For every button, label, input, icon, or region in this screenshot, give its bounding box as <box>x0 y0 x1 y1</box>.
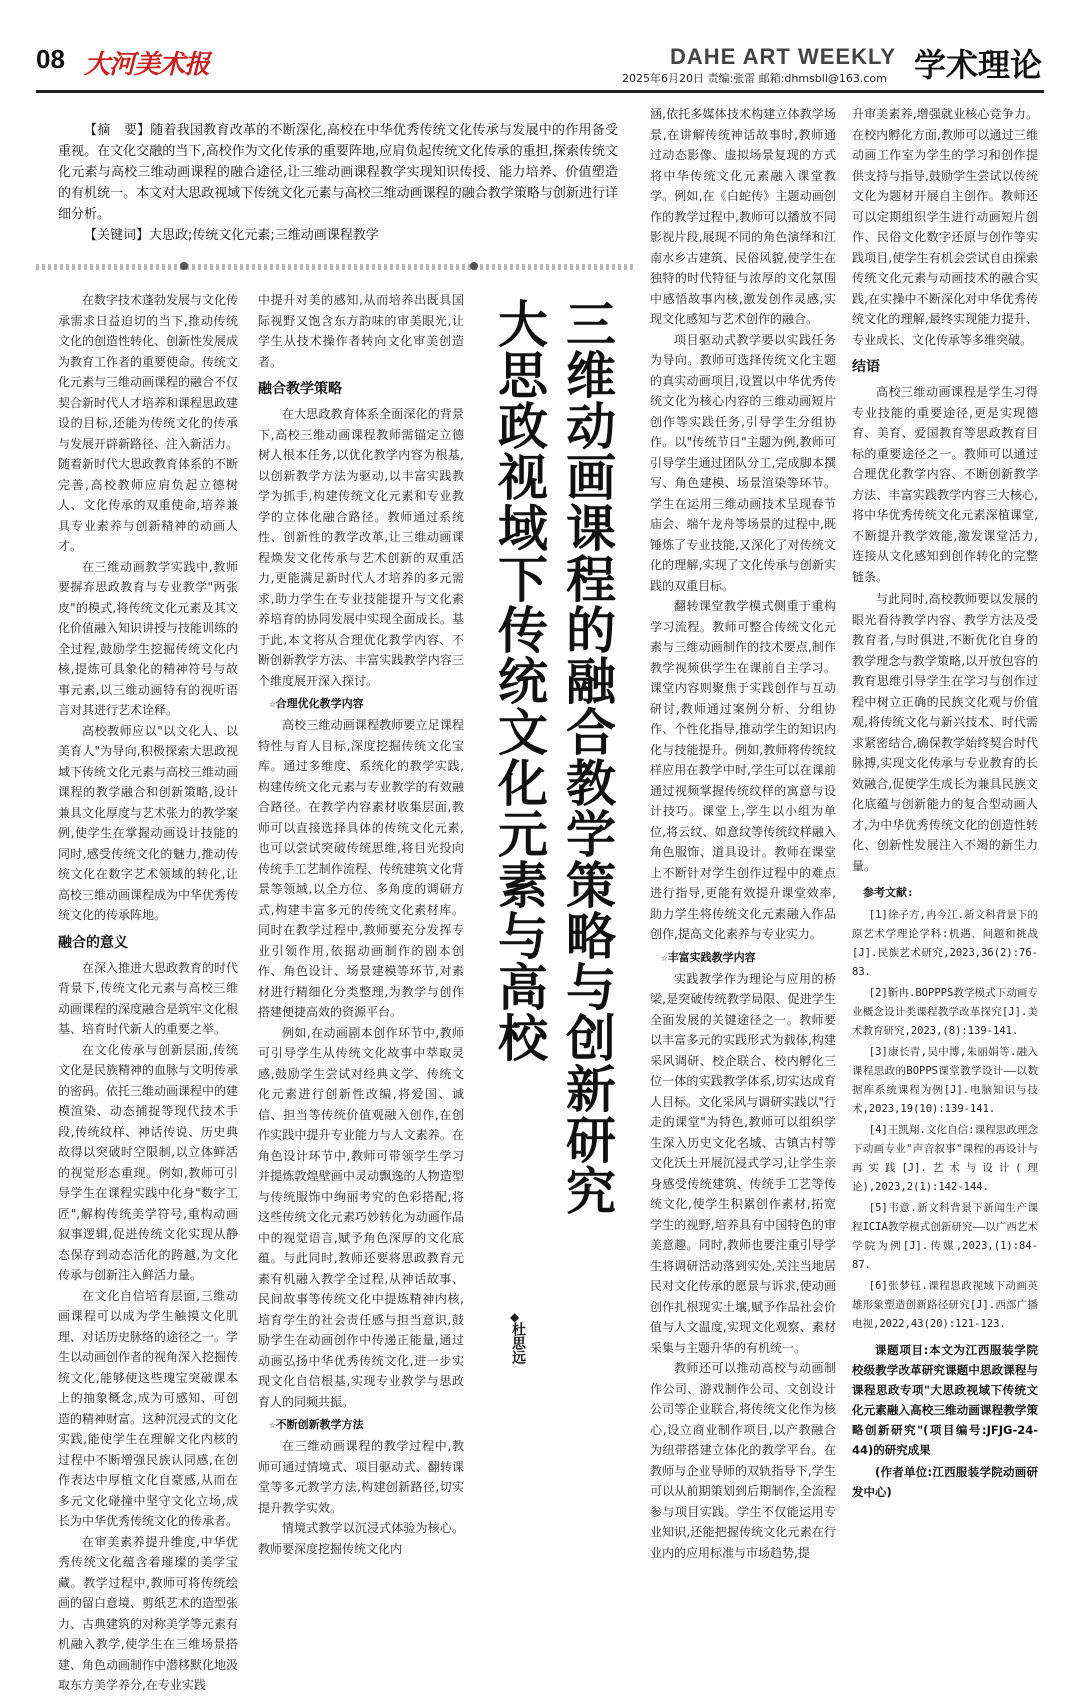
section-heading-conclusion: 结语 <box>852 359 880 375</box>
paragraph: 在三维动画教学实践中,教师要摒弃思政教育与专业教学"两张皮"的模式,将传统文化元素及其文化价值融入知识讲授与技能训练的全过程,鼓励学生挖掘传统文化内核,提炼可具象化的精神符号与故事元素,以三维动画特有的视听语言对其进行艺术诠释。 <box>58 559 239 717</box>
article-title-line2: 大思政视域下传统文化元素与高校 <box>490 298 548 1063</box>
divider-dot-icon <box>180 262 188 270</box>
reference-item: [4]王凯翔.文化自信:课程思政理念下动画专业"声音叙事"课程的再设计与再实践[J].艺术与设计(理论),2023,2(1):142-144. <box>852 1124 1038 1193</box>
project-note: 课题项目:本文为江西服装学院校级教学改革研究课题中思政课程与课程思政专项"大思政视域下传统文化元素融入高校三维动画课程教学策略创新研究"(项目编号:JFJG-24-44)的研究成果 <box>852 1343 1038 1457</box>
paragraph: 在数字技术蓬勃发展与文化传承需求日益迫切的当下,推动传统文化的创造性转化、创新性发展成为教育工作者的重要使命。传统文化元素与三维动画课程的融合不仅契合新时代人才培养和课程思政建设的目标,还能为传统文化的传承与发展开辟新路径、注入新活力。随着新时代大思政教育体系的不断完善,高校教师应肩负起立德树人、文化传承的双重使命,培养兼具专业素养与创新精神的动画人才。 <box>58 293 239 553</box>
author-marker-icon: ◆ <box>510 1310 520 1324</box>
body-column-1 <box>58 290 239 1692</box>
newspaper-logo: 大河美术报 <box>84 50 210 80</box>
header-rule <box>36 90 1044 93</box>
paragraph: 在文化自信培育层面,三维动画课程可以成为学生触摸文化肌理、对话历史脉络的途径之一。学生以动画创作者的视角深入挖掘传统文化,能够使这些瑰宝突破课本上的抽象概念,成为可感知、可创造的精神财富。这种沉浸式的文化实践,能使学生在理解文化内核的过程中不断增强民族认同感,在创作表达中厚植文化自豪感,从而在多元文化碰撞中坚守文化立场,成长为中华优秀传统文化的传承者。 <box>58 1288 239 1528</box>
abstract-block <box>58 120 618 246</box>
paragraph: 情境式教学以沉浸式体验为核心。教师要深度挖掘传统文化内 <box>258 1521 464 1556</box>
subheading-optimize: ☆合理优化教学内容 <box>269 697 364 710</box>
paragraph: 在文化传承与创新层面,传统文化是民族精神的血脉与文明传承的密码。依托三维动画课程中的建模渲染、动态捕捉等现代技术手段,传统纹样、神话传说、历史典故得以突破时空限制,以立体鲜活的视觉形态重现。例如,教师可引导学生在课程实践中化身"数字工匠",解构传统美学符号,重构动画叙事逻辑,促进传统文化实现从静态保存到动态活化的跨越,为文化传承与创新注入鲜活力量。 <box>58 1042 239 1282</box>
page-number: 08 <box>36 44 65 74</box>
paragraph: 涵,依托多媒体技术构建立体教学场景,在讲解传统神话故事时,教师通过动态影像、虚拟场景复现的方式将中华传统文化元素融入课堂教学。例如,在《白蛇传》主题动画创作的教学过程中,教师可以播放不同影视片段,展现不同的角色演绎和江南水乡古建筑、民俗风貌,使学生在独特的时代特征与浓厚的文化氛围中感悟故事内核,激发创作灵感,实现文化感知与艺术创作的融合。 <box>650 107 836 326</box>
paragraph: 教师还可以推动高校与动画制作公司、游戏制作公司、文创设计公司等企业联合,将传统文化作为核心,设立商业制作项目,以产教融合为纽带搭建立体化的教学平台。在教师与企业导师的双轨指导下,学生可以从前期策划到后期制作,全流程参与项目实践。学生不仅能运用专业知识,还能把握传统文化元素在行业内的应用标准与市场趋势,提 <box>650 1361 836 1560</box>
paragraph: 升审美素养,增强就业核心竞争力。在校内孵化方面,教师可以通过三维动画工作室为学生的学习和创作提供支持与指导,鼓励学生尝试以传统文化为题材开展自主创作。教师还可以定期组织学生进行动画短片创作、民俗文化数字还原与创作等实践项目,使学生有机会尝试自由探索传统文化元素与动画技术的融合实践,在实操中不断深化对中华优秀传统文化的理解,最终实现能力提升、专业成长、文化传承等多维突破。 <box>852 107 1038 347</box>
body-column-2 <box>258 290 464 1556</box>
reference-item: [1]徐子方,冉今江.新文科背景下的原艺术学理论学科:机遇、问题和挑战[J].民族艺术研究,2023,36(2):76-83. <box>852 909 1038 978</box>
paragraph: 高校三维动画课程是学生习得专业技能的重要途径,更是实现德育、美育、爱国教育等思政教育目标的重要途径之一。教师可以通过合理优化教学内容、不断创新教学方法、丰富实践教学内容三大核心,将中华优秀传统文化元素深植课堂,不断提升教学效能,激发课堂活力,连接从文化感知到创作转化的完整链条。 <box>852 385 1038 584</box>
reference-item: [2]靳冉.BOPPPS教学模式下动画专业概念设计类课程教学改革探究[J].美术教育研究,2023,(8):139-141. <box>852 987 1038 1037</box>
section-title: 学术理论 <box>914 46 1043 84</box>
section-heading-meaning: 融合的意义 <box>58 934 128 951</box>
body-column-4 <box>852 104 1038 1514</box>
divider-dot-icon <box>470 262 478 270</box>
references-heading: 参考文献: <box>863 886 914 899</box>
paragraph: 与此同时,高校教师要以发展的眼光看待教学内容、教学方法及受教育者,与时俱进,不断优化自身的教学理念与教学策略,以开放包容的教育思维引导学生在学习与创作过程中树立正确的民族文化观与价值观,将传统文化与新兴技术、时代需求紧密结合,确保教学始终契合时代脉搏,实现文化传承与专业教育的长效融合,促使学生成长为兼具民族文化底蕴与创新能力的复合型动画人才,为中华优秀传统文化的创造性转化、创新性发展注入不竭的新生力量。 <box>852 592 1038 873</box>
paragraph: 中提升对美的感知,从而培养出既具国际视野又饱含东方韵味的审美眼光,让学生从技术操作者转向文化审美创造者。 <box>258 293 464 369</box>
subheading-method: ☆不断创新教学方法 <box>269 1418 364 1431</box>
paragraph: 在大思政教育体系全面深化的背景下,高校三维动画课程教师需锚定立德树人根本任务,以优化教学内容为根基,以创新教学方法为驱动,以丰富实践教学为抓手,构建传统文化元素和专业教学的立体化融合路径。教师通过系统性、创新性的教学改革,让三维动画课程焕发文化传承与艺术创新的双重活力,更能满足新时代人才培养的多元需求,助力学生在专业技能提升与文化素养培育的协同发展中实现全面成长。基于此,本文将从合理优化教学内容、不断创新教学方法、丰富实践教学内容三个维度展开深入探讨。 <box>258 407 464 688</box>
paragraph: 在三维动画课程的教学过程中,教师可通过情境式、项目驱动式、翻转课堂等多元教学方法,构建创新路径,切实提升教学实效。 <box>258 1439 464 1515</box>
paragraph: 翻转课堂教学模式侧重于重构学习流程。教师可整合传统文化元素与三维动画制作的技术要点,制作教学视频供学生在课前自主学习。课堂内容则聚焦于实践创作与互动研讨,教师通过案例分析、分组协作、个性化指导,推动学生的知识内化与技能提升。例如,教师将传统纹样应用在教学中时,学生可以在课前通过视频掌握传统纹样的寓意与设计技巧。课堂上,学生以小组为单位,将云纹、如意纹等传统纹样融入角色服饰、道具设计。教师在课堂上不断针对学生创作过程中的难点进行指导,更能有效提升课堂效率,助力学生将传统文化元素融入作品创作,提高文化素养与专业实力。 <box>650 599 836 941</box>
keywords-text: 【关键词】大思政;传统文化元素;三维动画课程教学 <box>84 228 379 243</box>
author-affiliation: (作者单位:江西服装学院动画研发中心) <box>852 1465 1038 1499</box>
newspaper-english-name: DAHE ART WEEKLY <box>670 44 897 69</box>
article-title-line1: 三维动画课程的融合教学策略与创新研究 <box>558 298 616 1216</box>
paragraph: 高校教师应以"以文化人、以美育人"为导向,积极探索大思政视域下传统文化元素与高校三维动画课程的教学融合和创新策略,设计兼具文化厚度与艺术张力的教学案例,使学生在掌握动画设计技能的同时,感受传统文化的魅力,推动传统文化在数字艺术领域的转化,让高校三维动画课程成为中华优秀传统文化的传承阵地。 <box>58 723 239 922</box>
paragraph: 例如,在动画剧本创作环节中,教师可引导学生从传统文化故事中萃取灵感,鼓励学生尝试对经典文学、传统文化元素进行创新性改编,将爱国、诚信、担当等传统价值观融入创作,在创作实践中提升专业能力与人文素养。在角色设计环节中,教师可带领学生学习并提炼敦煌壁画中灵动飘逸的人物造型与传统服饰中绚丽考究的色彩搭配,将这些传统文化元素巧妙转化为动画作品中的视觉语言,赋予角色深厚的文化底蕴。与此同时,教师还要将思政教育元素有机融入教学全过程,从神话故事、民间故事等传统文化中提炼精神内核,培育学生的社会责任感与担当意识,鼓励学生在动画创作中传递正能量,通过动画弘扬中华优秀传统文化,进一步实现文化自信根基,实现专业教学与思政育人的同频共振。 <box>258 1025 464 1409</box>
issue-meta: 2025年6月20日 责编:张雷 邮箱:dhmsbll@163.com <box>622 72 887 85</box>
paragraph: 实践教学作为理论与应用的桥梁,是突破传统教学局限、促进学生全面发展的关键途径之一。教师要以丰富多元的实践形式为载体,构建采风调研、校企联合、校内孵化三位一体的实践教学体系,切实达成育人目标。文化采风与调研实践以"行走的课堂"为特色,教师可以组织学生深入历史文化名城、古镇古村等文化沃土开展沉浸式学习,让学生亲身感受传统建筑、传统手工艺等传统文化,使学生积累创作素材,拓宽学生的视野,培养具有中国特色的审美意趣。同时,教师也要注重引导学生将调研活动落到实处,关注当地居民对文化传承的愿景与诉求,使动画创作扎根现实土壤,赋予作品社会价值与人文温度,实现文化观察、素材采集与主题升华的有机统一。 <box>650 971 836 1355</box>
abstract-text: 【摘 要】随着我国教育改革的不断深化,高校在中华优秀传统文化传承与发展中的作用备受重视。在文化交融的当下,高校作为文化传承的重要阵地,应肩负起传统文化传承的重担,探索传统文化元素与高校三维动画课程的融合途径,让三维动画课程教学实现知识传授、能力培养、价值塑造的有机统一。本文对大思政视域下传统文化元素与高校三维动画课程的融合教学策略与创新进行详细分析。 <box>58 123 618 222</box>
article-author: 杜思远 <box>510 1322 526 1364</box>
paragraph: 高校三维动画课程教师要立足课程特性与育人目标,深度挖掘传统文化宝库。通过多维度、系统化的教学实践,构建传统文化元素与专业教学的有效融合路径。在教学内容素材收集层面,教师可以直接选择具体的传统文化元素,也可以尝试突破传统思维,将目光投向传统手工艺制作流程、传统建筑文化背景等领域,以全方位、多角度的调研方式,构建丰富多元的传统文化素材库。同时在教学过程中,教师要充分发挥专业引领作用,依据动画制作的剧本创作、角色设计、场景建模等环节,对素材进行精细化分类整理,为教学与创作搭建便捷高效的资源平台。 <box>258 718 464 1019</box>
section-heading-strategy: 融合教学策略 <box>258 381 342 397</box>
reference-item: [6]张梦钰.课程思政视域下动画英雄形象塑造创新路径研究[J].西部广播电视,2022,43(20):121-123. <box>852 1280 1038 1330</box>
paragraph: 项目驱动式教学要以实践任务为导向。教师可选择传统文化主题的真实动画项目,设置以中华优秀传统文化为核心内容的三维动画短片创作等实践任务,引导学生分组协作。以"传统节日"主题为例,教师可引导学生通过团队分工,完成脚本撰写、角色建模、场景渲染等环节。学生在运用三维动画技术呈现春节庙会、端午龙舟等场景的过程中,既锤炼了专业技能,又深化了对传统文化的理解,实现了文化传承与创新实践的双重目标。 <box>650 332 836 593</box>
subheading-practice: ☆丰富实践教学内容 <box>661 950 756 964</box>
reference-item: [3]康长青,吴中博,朱丽娟等.融入课程思政的BOPPS课堂教学设计——以数据库系统课程为例[J].电脑知识与技术,2023,19(10):139-141. <box>852 1046 1038 1115</box>
decorative-divider <box>36 264 636 270</box>
paragraph: 在审美素养提升维度,中华优秀传统文化蕴含着璀璨的美学宝藏。教学过程中,教师可将传统绘画的留白意境、剪纸艺术的造型张力、古典建筑的对称美学等元素有机融入教学,使学生在三维场景搭建、角色动画制作中潜移默化地汲取东方美学养分,在专业实践 <box>58 1534 239 1692</box>
reference-item: [5]韦意.新文科背景下新闻生产课程ICIA教学模式创新研究——以广西艺术学院为例[J].传媒,2023,(1):84-87. <box>852 1202 1038 1271</box>
paragraph: 在深入推进大思政教育的时代背景下,传统文化元素与高校三维动画课程的深度融合是筑牢文化根基、培育时代新人的重要之举。 <box>58 960 239 1036</box>
body-column-3 <box>650 104 836 1560</box>
